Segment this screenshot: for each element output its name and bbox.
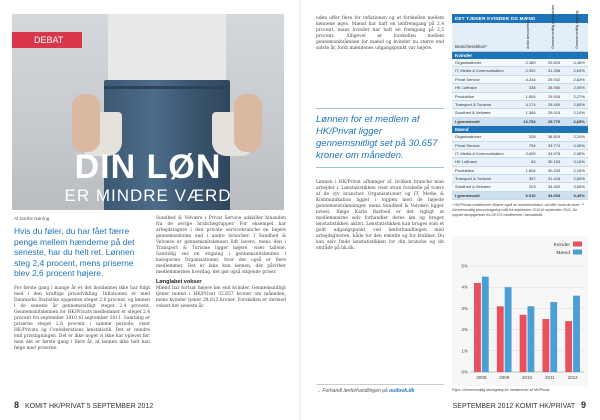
table-group bbox=[452, 133, 588, 200]
table-row-label: Sundhed & Velvære bbox=[455, 184, 491, 190]
x-tick-label: 2008 bbox=[476, 375, 487, 380]
table-group bbox=[452, 59, 588, 126]
table-row-label: Organisationer bbox=[455, 134, 482, 140]
table-row-label: IT, Media & Kommunikation bbox=[455, 68, 504, 74]
table-cell: 4,08% bbox=[573, 142, 585, 148]
table-header-col: Gennemsnitlig månedsløn bbox=[550, 4, 555, 49]
y-tick-label: 0% bbox=[461, 369, 468, 375]
chart-svg bbox=[452, 236, 588, 386]
table-row bbox=[452, 158, 588, 166]
table-cell: 1.384 bbox=[525, 110, 536, 116]
table-cell: 29.819 bbox=[547, 60, 561, 65]
table-row-label: I gennemsnit bbox=[455, 118, 480, 124]
body-column-2 bbox=[156, 216, 286, 310]
body-paragraph: Mænd har fortsat højere løn end kvinder. Gennemsnitligt tjener mænd i HK/Privat 32.657 kroner om måneden, mens kvinder tjener 28.613 kroner. Forskellen er dermed vokset det seneste år. bbox=[156, 286, 286, 309]
link-url[interactable]: outlook.dk bbox=[389, 388, 415, 394]
y-tick-label: 1% bbox=[461, 348, 468, 354]
body-column-3: uden offer flere for inflationen og at forskellen mellem kønnene øges. Mænd har haft en lønfremgang på 2,4 procent, mens kvinder har haft en fremgang på 2,5 procent. Alligevel er forskellen mellem gennemsnitslønnen for mænd og kvinder nu større end sidste år, fordi mændenes udgangspunkt var højere. bbox=[316, 16, 444, 51]
table-row-label: Transport & Turisme bbox=[455, 176, 492, 182]
hero-photo bbox=[12, 14, 284, 210]
section-subheading: Lønglabet vokser bbox=[156, 279, 202, 285]
table-cell: 2,80% bbox=[573, 176, 585, 182]
table-header-col: Gennemsnitlig stigning bbox=[575, 10, 580, 49]
table-cell: 33.774 bbox=[547, 142, 561, 148]
subheadline: ER MINDRE VÆRD bbox=[64, 186, 232, 205]
table-row-label: Transport & Turisme bbox=[455, 101, 492, 107]
folio-text: SEPTEMBER 2012 KOMIT HK/PRIVAT bbox=[452, 403, 576, 410]
table-cell: 30.233 bbox=[547, 167, 561, 173]
table-row-label: Sundhed & Velvære bbox=[455, 110, 491, 116]
table-row bbox=[452, 183, 588, 191]
table-row bbox=[452, 142, 588, 150]
headline: DIN LØN bbox=[74, 148, 222, 186]
table-cell: 2,65% bbox=[573, 118, 585, 124]
bar-mænd bbox=[482, 277, 489, 372]
bar-kvinder bbox=[520, 315, 527, 372]
table-cell: 29.916 bbox=[547, 93, 561, 99]
table-cell: 30.153 bbox=[547, 159, 561, 165]
table-body bbox=[452, 52, 588, 200]
table-row bbox=[452, 109, 588, 117]
arrow-right-icon: → bbox=[316, 388, 321, 394]
table-cell: 29.770 bbox=[547, 118, 561, 124]
table-row bbox=[452, 101, 588, 109]
bar-mænd bbox=[573, 296, 580, 372]
bar-kvinder bbox=[565, 321, 572, 372]
table-row-label: IT, Media & Kommunikation bbox=[455, 150, 504, 156]
table-cell: 29.015 bbox=[547, 110, 561, 116]
link-footer[interactable] bbox=[316, 384, 444, 394]
table-cell: 28.950 bbox=[547, 85, 561, 91]
table-row-label: Organisationer bbox=[455, 60, 482, 65]
lede: Hvis du føler, du har fået færre penge mellem hænderne på det seneste, har du helt ret. Lønnen steg 2,4 procent, mens priserne blev 2,6 procent højere. bbox=[14, 226, 135, 278]
bar-mænd bbox=[505, 287, 512, 372]
bar-kvinder bbox=[542, 319, 549, 372]
salary-table bbox=[452, 4, 588, 218]
table-cell: 2,16% bbox=[573, 167, 585, 173]
table-cell: 2,80% bbox=[573, 101, 585, 107]
table-cell: 2,08% bbox=[573, 150, 585, 156]
body-paragraph: Sundhed & Velvære i Privat Service adskiller hinanden fra de øvrige branchegrupper. For eksempel har arbejdstagere i den private servicebranche en højere gennemsnitsløn end i andre brancher. I Sundhed & Velvære er gennemsnitslønnen lidt lavere, mens den i Transport & Turisme ligger højere, viser tallene. Samtidig ses en stigning i gennemsnitslønnen i kategorien Organisationer, hvor der også er flere medlemmer. Det er ikke kun lønnen, der påvirker medlemmernes hverdag, det gør også stigende priser. bbox=[156, 216, 286, 275]
table-cell: 2,10% bbox=[573, 110, 585, 116]
table-cell: 794 bbox=[528, 142, 536, 148]
table-cell: 31.258 bbox=[547, 68, 561, 74]
x-tick-label: 2011 bbox=[544, 375, 555, 380]
table-cell: 38.819 bbox=[547, 134, 561, 140]
table-row bbox=[452, 167, 588, 175]
bar-kvinder bbox=[474, 283, 481, 372]
table-cell: 3,85% bbox=[573, 184, 585, 190]
table-row-label: Produktion bbox=[455, 167, 475, 173]
table-row bbox=[452, 59, 588, 67]
table-cell: 4.244 bbox=[525, 76, 536, 82]
table-cell: 338 bbox=[528, 85, 536, 91]
table-cell: 6.010 bbox=[525, 192, 536, 198]
folio-left bbox=[14, 400, 153, 410]
table-group-label: Mænd bbox=[452, 126, 588, 133]
byline: Af Dorthe Nørring bbox=[14, 216, 50, 221]
table-cell: 29.400 bbox=[547, 101, 561, 107]
table-row bbox=[452, 150, 588, 158]
table-row-label: Privat Service bbox=[455, 142, 480, 148]
table-title: DET TJENER KVINDER OG MÆND bbox=[452, 14, 588, 23]
legend-label: Kvinder bbox=[553, 243, 570, 248]
table-cell: 34.578 bbox=[547, 150, 561, 156]
photo-shirt bbox=[108, 14, 226, 84]
body-column-1: For første gang i mange år er det ikonlønnet ikke har fulgt med i den kraftige prisudvikling. Inflationen er med Danmarks Statistiks opgørelse steget 2,6 procent, og lønnen i de seneste år gennemsnitligt steget 2,4 procent. Gennemsnitslønnen for HK/Privats medlemmer er steget 2,4 procent fra september 2010 til september 2011. Samtidig er priserne steget 2,6 procent i samme periode, viser HK/Privats og Confederations lønstatistik. Det er mindre end prisstigningen. Det er ikke noget vi ikke har oplevet før, men det er første gang i flere år, at lønnen ikke helt kan følge med priserne. bbox=[14, 286, 150, 351]
table-row bbox=[452, 67, 588, 75]
table-cell: 34.003 bbox=[547, 192, 561, 198]
table-cell: 2,24% bbox=[573, 134, 585, 140]
table-group-label: Kvinder bbox=[452, 52, 588, 59]
table-cell: 2.392 bbox=[525, 68, 536, 74]
table-cell: 397 bbox=[528, 176, 536, 182]
table-cell: 203 bbox=[528, 184, 536, 190]
bar-kvinder bbox=[497, 306, 504, 372]
page-number: 8 bbox=[14, 400, 20, 410]
y-tick-label: 3% bbox=[461, 305, 468, 311]
table-cell: 2,27% bbox=[573, 93, 585, 99]
page-gutter bbox=[299, 0, 301, 420]
photo-hand-left bbox=[72, 94, 100, 152]
table-row bbox=[452, 84, 588, 92]
bar-chart bbox=[452, 236, 588, 386]
y-tick-label: 5% bbox=[461, 263, 468, 269]
table-cell: 2,05% bbox=[573, 85, 585, 91]
photo-hand-right bbox=[234, 94, 262, 152]
link-text: Forhandl lønforhandlingen på bbox=[322, 388, 388, 394]
y-tick-label: 4% bbox=[461, 284, 468, 290]
x-tick-label: 2010 bbox=[521, 375, 533, 380]
table-cell: 34.400 bbox=[547, 184, 561, 190]
folio-right bbox=[453, 400, 586, 410]
table-total-row bbox=[452, 192, 588, 200]
table-row bbox=[452, 76, 588, 84]
table-cell: 29.042 bbox=[547, 76, 561, 82]
table-note: * HK/Privats medlemmer tilhører også en branchesektion, ud efter hvad de laver. ** Gennemsnitlig procentstigning målt fra september 2010 til september 2011. De oplyste lønopgørelse fra 28.572 medlemmer i lønstatistik. bbox=[452, 203, 585, 218]
table-row bbox=[452, 133, 588, 141]
table-header-col: Antal besvarelser bbox=[526, 19, 531, 49]
table-cell: 2,63% bbox=[573, 68, 585, 74]
pull-quote: Lønnen for et medlem af HK/Privat ligger gennemsnitligt set på 30.657 kroner om måneden. bbox=[316, 108, 444, 168]
table-cell: 3,16% bbox=[573, 159, 585, 165]
table-cell: 4,48% bbox=[573, 60, 585, 65]
y-tick-label: 2% bbox=[461, 327, 468, 333]
body-column-4: Lønnen i HK/Privat afhænger af, hvilken branche man arbejder i. Lønstatistikken viser store forskelle på tværs af de syv brancher. Organisationer og IT, Medie & Kommunikation ligger i toppen med de højeste gennemsnitslønninger, mens Sundhed & Velvære ligger lavest. Ifølge Karin Barfoed er det vigtigt at medlemmerne selv forhandler deres løn og bruger lønstatistikken aktivt. Lønstatistikken kan bruges som et godt udgangspunkt ved lønforhandlingen med arbejdsgiveren, både for den enkelte og for klubber. Du kan selv finde lønstatistikken for din branche og dit område på hk.dk. bbox=[316, 180, 444, 251]
table-cell: 31.418 bbox=[547, 176, 561, 182]
table-row-label: I gennemsnit bbox=[455, 192, 480, 198]
section-tag: DEBAT bbox=[12, 32, 82, 48]
bar-mænd bbox=[550, 302, 557, 372]
table-header-first: Branchesektion* bbox=[455, 44, 487, 49]
table-row-label: Privat Service bbox=[455, 76, 480, 82]
table-cell: 328 bbox=[528, 134, 536, 140]
bar-mænd bbox=[528, 306, 535, 372]
legend-label: Mænd bbox=[556, 251, 570, 256]
photo-waistband bbox=[104, 86, 230, 89]
table-cell: 4.174 bbox=[525, 101, 536, 107]
legend-swatch bbox=[573, 242, 582, 247]
table-cell: 84 bbox=[531, 159, 536, 165]
chart-caption: Figur: Gennemsnitlig lønstigning for medlemmer af HK/Privat. bbox=[452, 388, 550, 392]
table-row bbox=[452, 175, 588, 183]
table-cell: 3,45% bbox=[573, 192, 585, 198]
table-row-label: Produktion bbox=[455, 93, 475, 99]
table-cell: 2.389 bbox=[525, 60, 536, 65]
table-cell: 1.504 bbox=[525, 93, 536, 99]
page-number: 9 bbox=[580, 400, 586, 410]
table-cell: 1.604 bbox=[525, 167, 536, 173]
table-total-row bbox=[452, 118, 588, 126]
table-row bbox=[452, 93, 588, 101]
legend-swatch bbox=[573, 250, 582, 255]
table-cell: 16.753 bbox=[523, 118, 536, 124]
table-cell: 2,63% bbox=[573, 76, 585, 82]
table-row-label: HK Lufthavn bbox=[455, 85, 478, 91]
table-cell: 2.609 bbox=[525, 150, 536, 156]
x-tick-label: 2009 bbox=[499, 375, 510, 380]
table-row-label: HK Lufthavn bbox=[455, 159, 478, 165]
x-tick-label: 2012 bbox=[567, 375, 578, 380]
folio-text: KOMIT HK/PRIVAT 5 SEPTEMBER 2012 bbox=[24, 403, 154, 410]
